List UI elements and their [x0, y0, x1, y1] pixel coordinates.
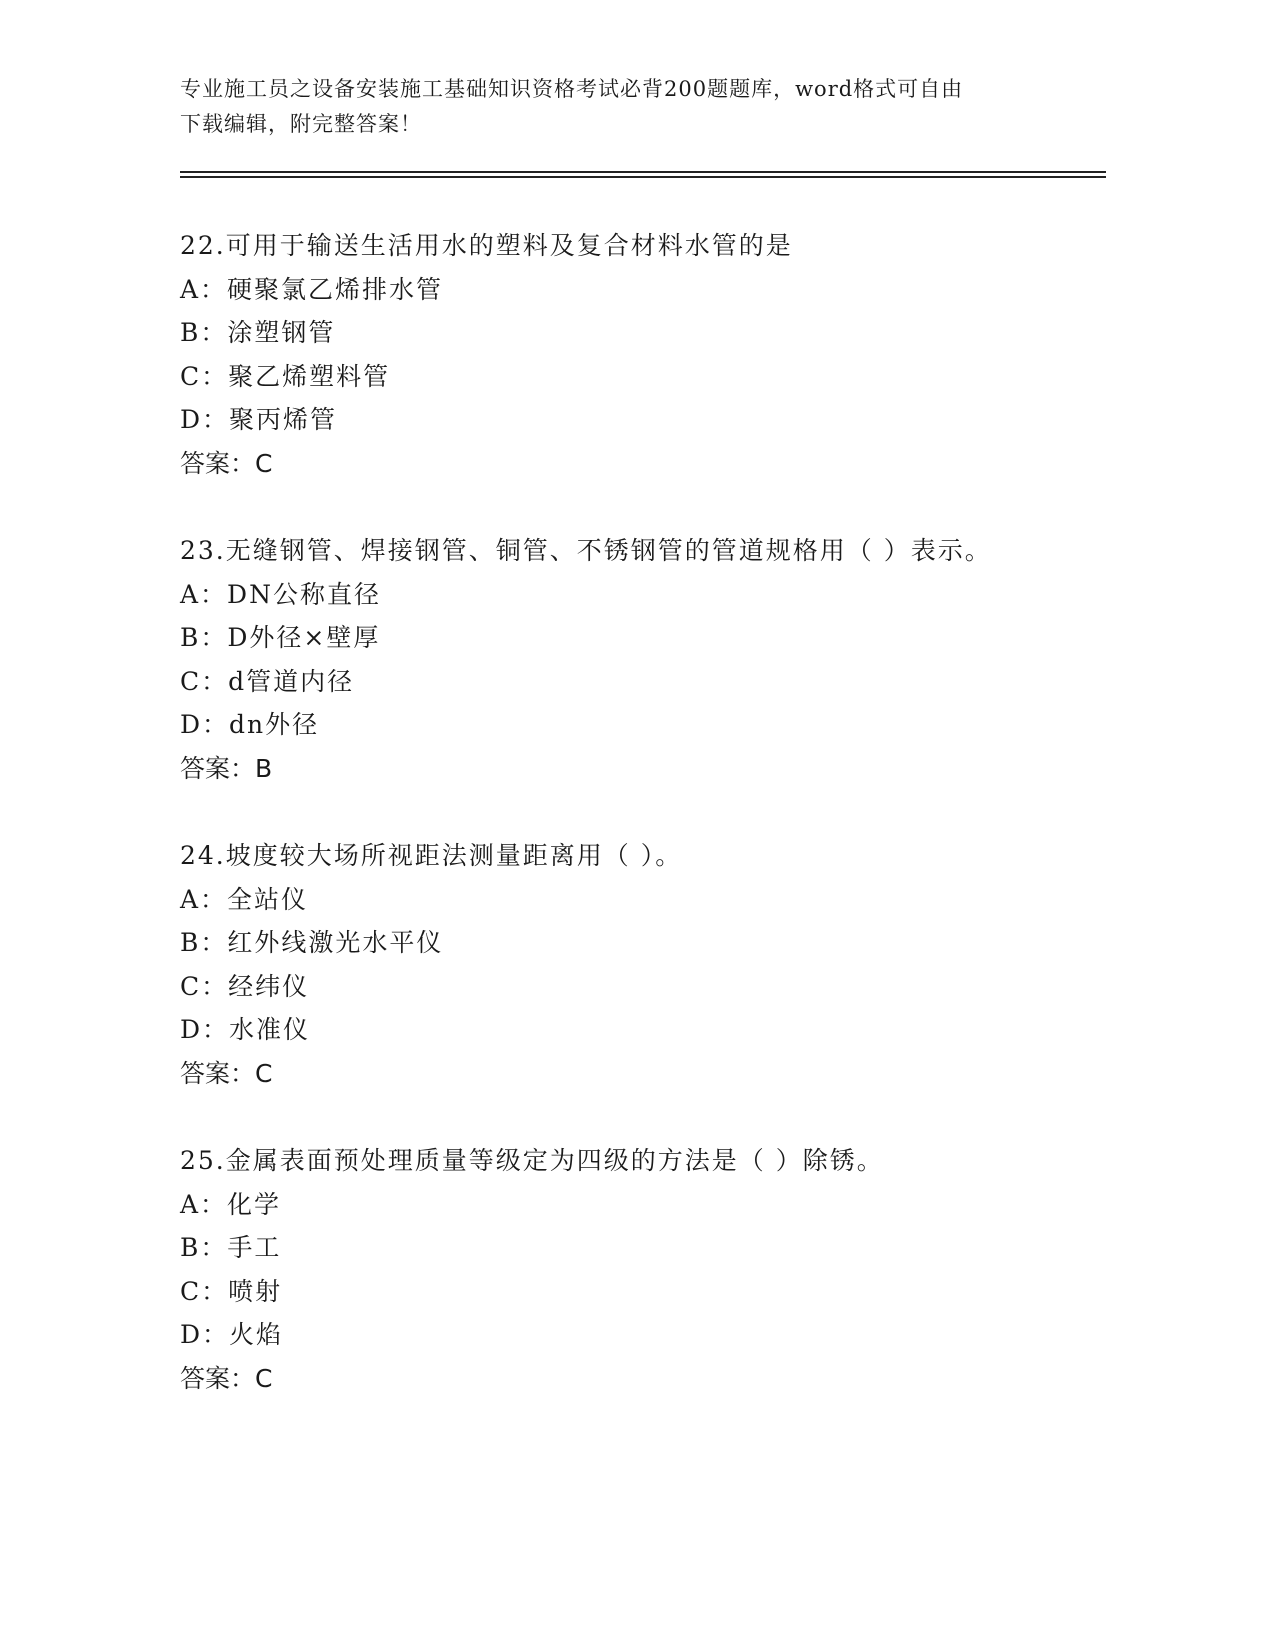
question-stem: 25.金属表面预处理质量等级定为四级的方法是（ ）除锈。	[180, 1146, 884, 1175]
option-d: D：dn外径	[180, 710, 320, 740]
question-stem: 22.可用于输送生活用水的塑料及复合材料水管的是	[180, 231, 793, 260]
header-divider-top	[180, 171, 1106, 173]
question-24	[180, 834, 1106, 1096]
header-line-2: 下载编辑，附完整答案！	[180, 112, 422, 136]
header-divider-bottom	[180, 176, 1106, 178]
header-line-1: 专业施工员之设备安装施工基础知识资格考试必背200题题库，word格式可自由	[180, 77, 964, 101]
option-b: B：手工	[180, 1233, 282, 1263]
option-b: B：红外线激光水平仪	[180, 928, 444, 958]
option-c: C：d管道内径	[180, 666, 355, 696]
option-b: B：D外径×壁厚	[180, 623, 381, 653]
answer: 答案：C	[180, 448, 273, 478]
option-c: C：经纬仪	[180, 971, 310, 1001]
question-23	[180, 529, 1106, 791]
question-stem: 24.坡度较大场所视距法测量距离用（ ）。	[180, 841, 683, 870]
question-stem: 23.无缝钢管、焊接钢管、铜管、不锈钢管的管道规格用（ ）表示。	[180, 536, 992, 565]
option-d: D：聚丙烯管	[180, 405, 338, 435]
question-22	[180, 224, 1106, 486]
option-d: D：火焰	[180, 1320, 284, 1350]
option-a: A：全站仪	[180, 884, 309, 914]
option-a: A：化学	[180, 1189, 282, 1219]
answer: 答案：B	[180, 753, 273, 783]
option-a: A：硬聚氯乙烯排水管	[180, 274, 444, 304]
answer: 答案：C	[180, 1363, 273, 1393]
document-header	[180, 72, 1060, 142]
option-c: C：喷射	[180, 1276, 283, 1306]
question-25	[180, 1139, 1106, 1401]
option-a: A：DN公称直径	[180, 579, 381, 609]
option-c: C：聚乙烯塑料管	[180, 361, 391, 391]
option-d: D：水准仪	[180, 1015, 311, 1045]
answer: 答案：C	[180, 1058, 273, 1088]
option-b: B：涂塑钢管	[180, 318, 336, 348]
